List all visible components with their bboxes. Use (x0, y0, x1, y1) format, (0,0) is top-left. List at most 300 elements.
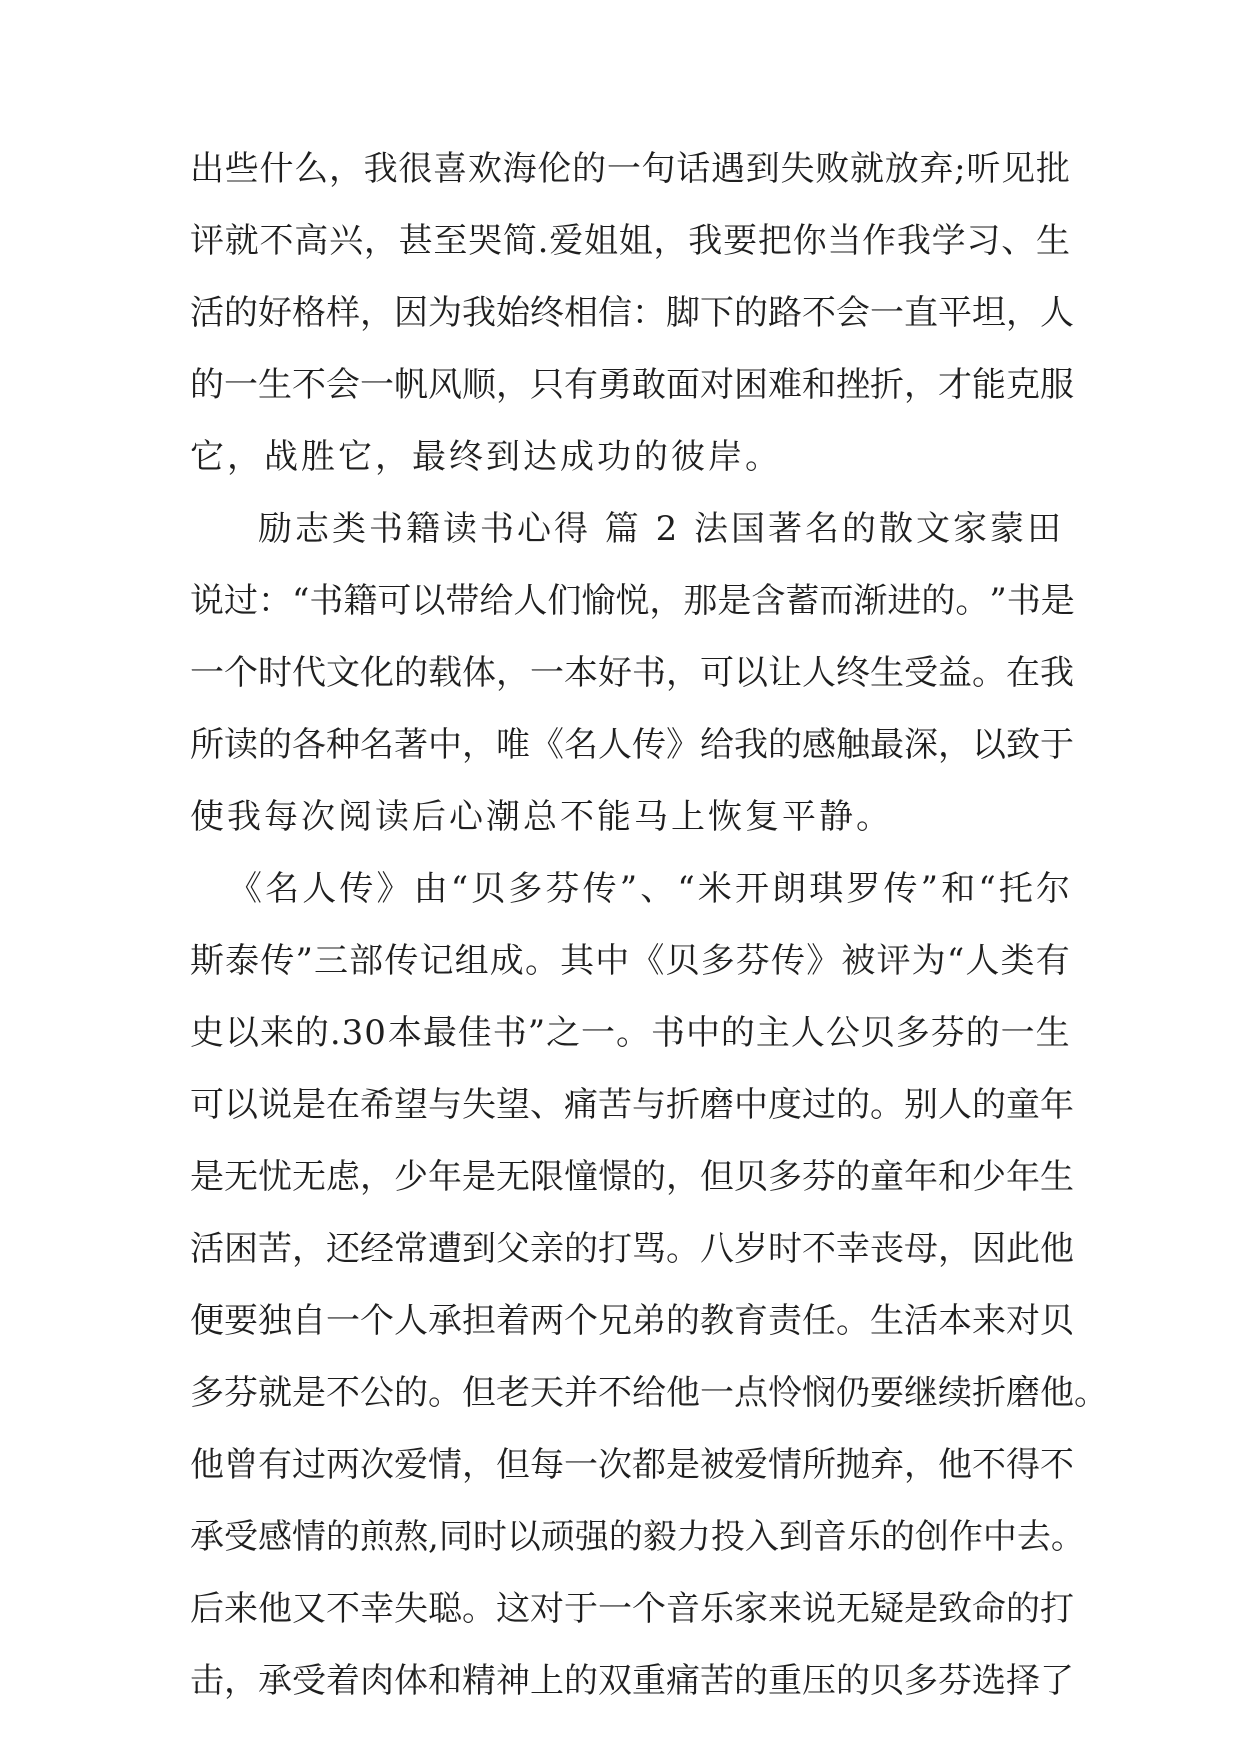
text-glyph: 重 (632, 1661, 666, 1701)
text-glyph: 类 (1000, 941, 1035, 981)
text-glyph: 在 (326, 1085, 360, 1125)
text-glyph: 音 (666, 1589, 700, 1629)
text-glyph: 而 (819, 581, 854, 621)
text-glyph: 这 (496, 1589, 530, 1629)
text-glyph: 的 (965, 1013, 1000, 1053)
text-glyph: ， (649, 581, 684, 621)
text-glyph: 以 (224, 1013, 259, 1053)
text-glyph: 名 (265, 869, 300, 909)
text-glyph: 人 (802, 653, 836, 693)
text-glyph: 的 (608, 1517, 643, 1557)
text-glyph: 神 (496, 1661, 530, 1701)
text-glyph: 他 (666, 1373, 700, 1413)
text-glyph: 伦 (537, 149, 572, 189)
text-glyph: 一 (224, 365, 258, 405)
text-glyph: 一 (870, 293, 904, 333)
text-glyph: 就 (224, 221, 259, 261)
text-glyph: 种 (326, 725, 360, 765)
text-glyph: 生 (870, 653, 904, 693)
text-glyph: 来 (768, 1589, 802, 1629)
text-glyph: 坦 (972, 293, 1006, 333)
text-glyph: 我 (462, 293, 496, 333)
text-glyph: 给 (632, 1373, 666, 1413)
text-glyph: 到 (745, 149, 780, 189)
text-glyph: 丧 (870, 1229, 904, 1269)
text-glyph: 》 (806, 941, 841, 981)
text-glyph: 开 (735, 869, 770, 909)
text-glyph: 话 (676, 149, 711, 189)
text-glyph: ， (360, 1157, 394, 1197)
text-line (190, 1372, 1108, 1414)
text-glyph: 个 (632, 1589, 666, 1629)
text-glyph: 去 (1016, 1517, 1051, 1557)
text-glyph: 些 (224, 149, 259, 189)
text-glyph: 家 (734, 1589, 768, 1629)
text-glyph: 好 (258, 293, 292, 333)
text-glyph: 见 (1001, 149, 1036, 189)
text-glyph: 。 (1050, 1517, 1085, 1557)
text-glyph: ” (527, 1013, 546, 1053)
text-glyph: 脚 (666, 293, 700, 333)
text-glyph: 受 (224, 1517, 258, 1557)
text-glyph: 忧 (258, 1157, 292, 1197)
text-glyph: 以 (411, 581, 446, 621)
text-glyph: 化 (360, 653, 394, 693)
text-glyph: 。 (666, 1229, 700, 1269)
text-glyph: 样 (326, 293, 360, 333)
text-glyph: 以 (506, 1517, 541, 1557)
text-glyph: 给 (700, 725, 734, 765)
text-glyph: 悦 (615, 581, 650, 621)
text-glyph: 得 (1006, 1445, 1040, 1485)
text-glyph: 熬 (394, 1517, 428, 1557)
text-glyph: 能 (972, 365, 1006, 405)
text-glyph: 的 (666, 1301, 700, 1341)
text-glyph: 至 (433, 221, 468, 261)
text-glyph: 三 (314, 941, 349, 981)
text-glyph: 要 (224, 1301, 258, 1341)
text-glyph: 一 (326, 1301, 360, 1341)
text-glyph: 你 (792, 221, 827, 261)
text-glyph: ， (462, 725, 496, 765)
text-glyph: ， (496, 653, 530, 693)
text-glyph: 不 (972, 1445, 1006, 1485)
text-glyph: 幸 (360, 1589, 394, 1629)
text-glyph: 限 (530, 1157, 564, 1197)
text-glyph: 入 (744, 1517, 779, 1557)
text-glyph: 顺 (462, 365, 496, 405)
text-glyph: 多 (768, 1157, 802, 1197)
text-glyph: 重 (768, 1661, 802, 1701)
text-glyph: 要 (723, 221, 758, 261)
text-glyph: 的 (921, 581, 956, 621)
text-glyph: 经 (360, 1229, 394, 1269)
text-glyph: 幸 (836, 1229, 870, 1269)
text-glyph: 教 (700, 1301, 734, 1341)
text-glyph: 就 (258, 1373, 292, 1413)
text-glyph: 芬 (802, 1157, 836, 1197)
text-glyph: 最 (422, 1013, 457, 1053)
section-heading-line: 励志类书籍读书心得 篇 2 法国著名的散文家蒙田 (258, 509, 1065, 549)
text-glyph: ， (224, 1661, 258, 1701)
text-glyph: 过 (224, 581, 258, 621)
text-glyph: 后 (190, 1589, 224, 1629)
text-glyph: 可 (700, 653, 734, 693)
text-glyph: 、 (1001, 221, 1036, 261)
text-glyph: . (537, 221, 549, 261)
text-glyph: 苦 (598, 1085, 632, 1125)
text-line: 使我每次阅读后心潮总不能马上恢复平静。 (190, 797, 893, 837)
text-glyph: 。 (1074, 1373, 1108, 1413)
text-glyph: 当 (827, 221, 862, 261)
text-glyph: 有 (564, 365, 598, 405)
text-glyph: 的 (394, 653, 428, 693)
text-glyph: 是 (1040, 581, 1075, 621)
text-glyph: 进 (887, 581, 922, 621)
text-glyph: 乐 (700, 1589, 734, 1629)
text-glyph: 悯 (802, 1373, 836, 1413)
text-glyph: 》 (376, 869, 411, 909)
text-glyph: 个 (224, 653, 258, 693)
text-glyph: 来 (224, 1589, 258, 1629)
text-glyph: 一 (190, 653, 224, 693)
text-glyph: 煎 (360, 1517, 394, 1557)
text-glyph: 、 (530, 1085, 564, 1125)
text-glyph: 以 (972, 725, 1006, 765)
text-glyph: 深 (904, 725, 938, 765)
text-glyph: 因 (972, 1229, 1006, 1269)
text-glyph: 帆 (394, 365, 428, 405)
text-glyph: 和 (802, 365, 836, 405)
text-glyph: 磨 (1006, 1373, 1040, 1413)
text-glyph: 折 (972, 1373, 1006, 1413)
text-glyph: 不 (598, 1373, 632, 1413)
text-glyph: 望 (394, 1085, 428, 1125)
text-glyph: 痛 (666, 1661, 700, 1701)
text-glyph: 中 (982, 1517, 1017, 1557)
text-glyph: 致 (938, 1589, 972, 1629)
text-glyph: 力 (676, 1517, 711, 1557)
text-glyph: 但 (496, 1445, 530, 1485)
text-glyph: 一 (1000, 1013, 1035, 1053)
text-line (190, 1156, 1074, 1198)
text-line (190, 1516, 1085, 1558)
text-glyph: 相 (564, 293, 598, 333)
text-glyph: ” (295, 941, 313, 981)
text-glyph: 不 (292, 365, 326, 405)
text-glyph: 情 (768, 1445, 802, 1485)
text-line (190, 1660, 1074, 1702)
text-glyph: 自 (292, 1301, 326, 1341)
text-glyph: 的 (836, 1661, 870, 1701)
text-glyph: 所 (190, 725, 224, 765)
text-glyph: 传 (582, 869, 617, 909)
text-glyph: 克 (1006, 365, 1040, 405)
text-glyph: 以 (734, 653, 768, 693)
text-line (190, 652, 1074, 694)
text-glyph: 路 (768, 293, 802, 333)
text-glyph: 我 (1040, 653, 1074, 693)
text-glyph: 学 (931, 221, 966, 261)
text-glyph: 来 (259, 1013, 294, 1053)
text-line (228, 868, 1070, 910)
text-glyph: 的 (258, 725, 292, 765)
text-glyph: ， (328, 149, 363, 189)
text-glyph: 部 (349, 941, 384, 981)
text-line (190, 1588, 1074, 1630)
text-glyph: “ (946, 941, 965, 981)
text-glyph: 每 (530, 1445, 564, 1485)
text-glyph: 是 (292, 1373, 326, 1413)
text-glyph: 无 (292, 1157, 326, 1197)
text-glyph: 兴 (329, 221, 364, 261)
text-glyph: 高 (294, 221, 329, 261)
text-glyph: 一 (581, 1013, 616, 1053)
text-glyph: 别 (904, 1085, 938, 1125)
text-glyph: 终 (530, 293, 564, 333)
text-glyph: 书 (1006, 581, 1041, 621)
text-glyph: 组 (454, 941, 489, 981)
text-glyph: 哭 (468, 221, 503, 261)
text-glyph: 着 (326, 1661, 360, 1701)
text-glyph: 本 (938, 1301, 972, 1341)
text-glyph: 文 (326, 653, 360, 693)
text-glyph: 的 (294, 1013, 329, 1053)
text-glyph: 人 (1040, 293, 1074, 333)
text-glyph: 续 (938, 1373, 972, 1413)
text-glyph: 有 (258, 1445, 292, 1485)
text-glyph: 童 (1006, 1085, 1040, 1125)
text-glyph: 虑 (326, 1157, 360, 1197)
text-glyph: 继 (904, 1373, 938, 1413)
text-glyph: 但 (700, 1157, 734, 1197)
text-glyph: 们 (547, 581, 582, 621)
text-glyph: 传 (384, 941, 419, 981)
text-glyph: 放 (884, 149, 919, 189)
text-glyph: 难 (768, 365, 802, 405)
text-glyph: 最 (870, 725, 904, 765)
text-glyph: 罗 (846, 869, 881, 909)
text-glyph: 的 (720, 1013, 755, 1053)
text-glyph: ” (619, 869, 638, 909)
text-glyph: 《 (530, 725, 564, 765)
text-glyph: 折 (870, 365, 904, 405)
text-glyph: 父 (496, 1229, 530, 1269)
text-glyph: 芬 (930, 1013, 965, 1053)
text-glyph: 是 (666, 1445, 700, 1485)
text-glyph: 在 (1006, 653, 1040, 693)
text-glyph: 下 (700, 293, 734, 333)
text-glyph: 一 (530, 653, 564, 693)
text-glyph: 八 (700, 1229, 734, 1269)
text-glyph: 就 (849, 149, 884, 189)
text-glyph: 感 (258, 1517, 292, 1557)
text-glyph: 的 (572, 149, 607, 189)
text-glyph: 压 (802, 1661, 836, 1701)
text-glyph: 不 (802, 1229, 836, 1269)
text-glyph: 与 (632, 1085, 666, 1125)
text-glyph: 贝 (734, 1157, 768, 1197)
text-glyph: 童 (870, 1157, 904, 1197)
text-glyph: 希 (360, 1085, 394, 1125)
text-glyph: 托 (998, 869, 1033, 909)
text-glyph: 爱 (734, 1445, 768, 1485)
text-glyph: 我 (363, 149, 398, 189)
text-glyph: 时 (472, 1517, 507, 1557)
text-glyph: 的 (564, 1229, 598, 1269)
text-glyph: 弟 (632, 1301, 666, 1341)
text-glyph: 。 (836, 1301, 870, 1341)
text-line (190, 292, 1074, 334)
text-glyph: 无 (836, 1589, 870, 1629)
text-glyph: 少 (972, 1157, 1006, 1197)
text-glyph: 是 (462, 1157, 496, 1197)
text-glyph: 出 (190, 149, 224, 189)
text-glyph: 责 (768, 1301, 802, 1341)
text-glyph: ” (989, 581, 1007, 621)
text-glyph: 。 (616, 1013, 651, 1053)
text-glyph: 著 (394, 725, 428, 765)
text-glyph: 传 (883, 869, 918, 909)
text-glyph: 乐 (846, 1517, 881, 1557)
text-glyph: 传 (771, 941, 806, 981)
text-glyph: 多 (700, 941, 735, 981)
text-glyph: 音 (812, 1517, 847, 1557)
text-glyph: 时 (768, 1229, 802, 1269)
text-glyph: 次 (360, 1445, 394, 1485)
text-glyph: 、 (640, 869, 675, 909)
text-glyph: 失 (394, 1589, 428, 1629)
text-glyph: 无 (224, 1157, 258, 1197)
text-glyph: 不 (259, 221, 294, 261)
text-glyph: 体 (394, 1661, 428, 1701)
text-glyph: 面 (666, 365, 700, 405)
text-glyph: 不 (326, 1589, 360, 1629)
text-glyph: 望 (496, 1085, 530, 1125)
text-glyph: 。 (955, 581, 990, 621)
text-glyph: 的 (190, 365, 224, 405)
text-glyph: 骂 (632, 1229, 666, 1269)
text-glyph: 让 (768, 653, 802, 693)
text-glyph: 各 (292, 725, 326, 765)
text-glyph: 说 (802, 1589, 836, 1629)
text-glyph: 斯 (190, 941, 224, 981)
text-glyph: 生 (258, 365, 292, 405)
text-glyph: 0 (364, 1013, 386, 1053)
text-glyph: 又 (292, 1589, 326, 1629)
text-glyph: 甚 (398, 221, 433, 261)
text-glyph: 作 (862, 221, 897, 261)
text-glyph: 的 (734, 293, 768, 333)
text-glyph: 始 (496, 293, 530, 333)
text-glyph: 是 (190, 1157, 224, 1197)
text-glyph: 愉 (581, 581, 616, 621)
text-glyph: 顽 (540, 1517, 575, 1557)
text-glyph: “ (978, 869, 996, 909)
text-glyph: 多 (895, 1013, 930, 1053)
text-glyph: 爱 (549, 221, 584, 261)
text-glyph: 。 (972, 653, 1006, 693)
text-glyph: 同 (438, 1517, 473, 1557)
text-glyph: 困 (224, 1229, 258, 1269)
text-glyph: 毅 (642, 1517, 677, 1557)
text-glyph: 很 (398, 149, 433, 189)
text-glyph: ， (666, 653, 700, 693)
text-glyph: 成 (489, 941, 524, 981)
text-glyph: 憧 (564, 1157, 598, 1197)
text-glyph: 可 (377, 581, 412, 621)
text-glyph: 受 (904, 653, 938, 693)
text-line (190, 580, 1075, 622)
text-glyph: 苦 (258, 1229, 292, 1269)
text-glyph: 他 (938, 1445, 972, 1485)
text-glyph: 本 (387, 1013, 422, 1053)
text-glyph: 人 (790, 1013, 825, 1053)
text-glyph: 的 (880, 1517, 915, 1557)
text-glyph: 天 (530, 1373, 564, 1413)
text-glyph: 选 (972, 1661, 1006, 1701)
text-glyph: 打 (1040, 1589, 1074, 1629)
text-glyph: 人 (302, 869, 337, 909)
text-glyph: 海 (502, 149, 537, 189)
text-glyph: 平 (938, 293, 972, 333)
text-glyph: 之 (546, 1013, 581, 1053)
text-glyph: 批 (1035, 149, 1070, 189)
text-glyph: 书 (492, 1013, 527, 1053)
text-glyph: 折 (666, 1085, 700, 1125)
text-glyph: 人 (513, 581, 548, 621)
text-glyph: 情 (428, 1445, 462, 1485)
text-glyph: 因 (394, 293, 428, 333)
text-glyph: 投 (710, 1517, 745, 1557)
text-glyph: 含 (751, 581, 786, 621)
text-glyph: 遭 (428, 1229, 462, 1269)
text-glyph: 时 (258, 653, 292, 693)
text-glyph: 生 (1035, 1013, 1070, 1053)
text-glyph: 么 (294, 149, 329, 189)
text-glyph: 他 (190, 1445, 224, 1485)
text-glyph: 会 (836, 293, 870, 333)
text-glyph: 来 (972, 1301, 1006, 1341)
text-glyph: 贝 (1040, 1301, 1074, 1341)
text-glyph: 公 (825, 1013, 860, 1053)
text-glyph: 一 (606, 149, 641, 189)
text-glyph: 致 (1006, 725, 1040, 765)
text-glyph: 年 (904, 1157, 938, 1197)
text-glyph: 才 (938, 365, 972, 405)
text-glyph: 一 (360, 365, 394, 405)
text-glyph: 中 (734, 1085, 768, 1125)
text-glyph: 欢 (467, 149, 502, 189)
text-glyph: 人 (965, 941, 1000, 981)
text-glyph: 生 (1040, 1157, 1074, 1197)
text-glyph: 到 (778, 1517, 813, 1557)
text-glyph: 过 (802, 1085, 836, 1125)
text-glyph: 中 (595, 941, 630, 981)
text-line (190, 364, 1074, 406)
text-glyph: 一 (700, 1373, 734, 1413)
text-glyph: 和 (428, 1661, 462, 1701)
text-glyph: ， (363, 221, 398, 261)
text-glyph: 和 (938, 1157, 972, 1197)
text-glyph: 姐 (618, 221, 653, 261)
text-glyph: 姐 (584, 221, 618, 261)
text-glyph: 会 (326, 365, 360, 405)
text-glyph: 人 (938, 1085, 972, 1125)
text-glyph: 简 (502, 221, 537, 261)
text-glyph: 年 (1006, 1157, 1040, 1197)
text-glyph: 的 (768, 725, 802, 765)
